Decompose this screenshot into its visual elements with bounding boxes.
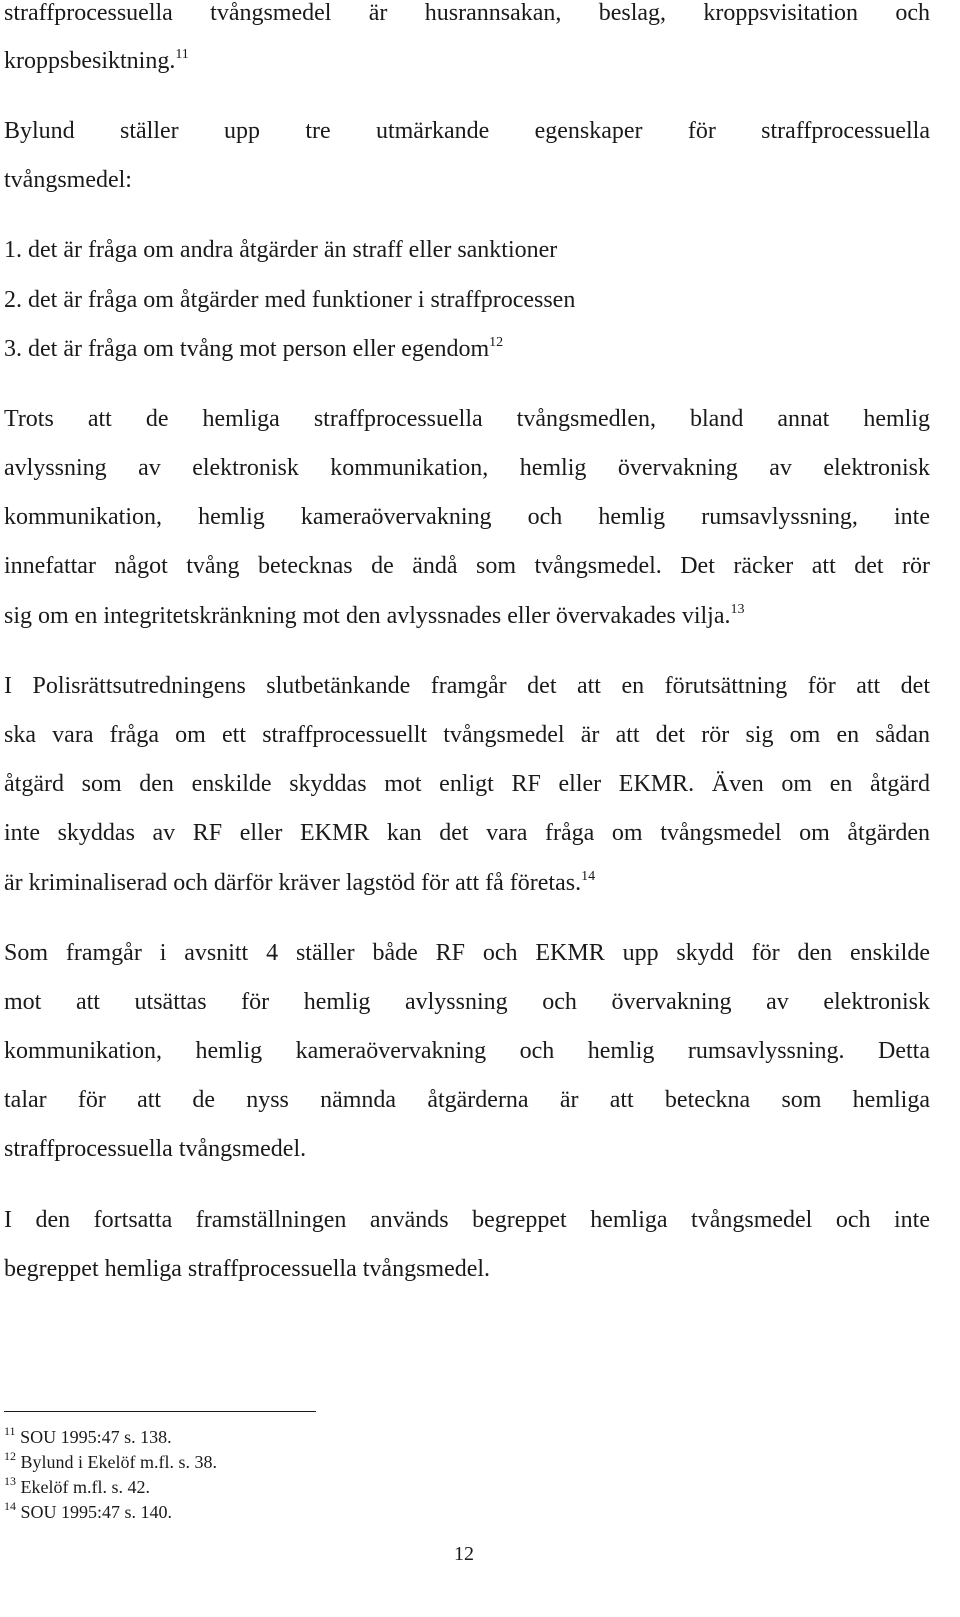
text-line: talar för att de nyss nämnda åtgärderna är att beteckna som hemliga — [4, 1087, 930, 1113]
list-item: 1. det är fråga om andra åtgärder än straff eller sanktioner — [4, 237, 558, 263]
text-line: straffprocessuella tvångsmedel. — [4, 1136, 307, 1162]
text-line: Som framgår i avsnitt 4 ställer både RF och EKMR upp skydd för den enskilde — [4, 940, 930, 966]
list-item: 2. det är fråga om åtgärder med funktioner i straffprocessen — [4, 287, 576, 313]
footnote: $^{12}$ Bylund i Ekelöf m.fl. s. 38. — [4, 1449, 217, 1472]
text-line: ska vara fråga om ett straffprocessuellt tvångsmedel är att det rör sig om en sådan — [4, 722, 930, 748]
footnote-number: 11 — [4, 1424, 16, 1438]
text-line: I den fortsatta framställningen används begreppet hemliga tvångsmedel och inte — [4, 1207, 930, 1233]
text-line: åtgärd som den enskilde skyddas mot enligt RF eller EKMR. Även om en åtgärd — [4, 771, 930, 797]
page-number: 12 — [454, 1543, 474, 1565]
text-line: inte skyddas av RF eller EKMR kan det vara fråga om tvångsmedel om åtgärden — [4, 820, 930, 846]
text-line: begreppet hemliga straffprocessuella tvångsmedel. — [4, 1256, 491, 1282]
footnote-number: 12 — [4, 1449, 16, 1463]
text-line: tvångsmedel: — [4, 167, 132, 193]
text-line: innefattar något tvång betecknas de ändå som tvångsmedel. Det räcker att det rör — [4, 553, 930, 579]
text-line: kommunikation, hemlig kameraövervakning och hemlig rumsavlyssning. Detta — [4, 1038, 930, 1064]
footnote-ref: 11 — [175, 47, 189, 62]
text-line: Bylund ställer upp tre utmärkande egenskaper för straffprocessuella — [4, 118, 930, 144]
text-line: är kriminaliserad och därför kräver lagstöd för att få företas.$^{14}$ — [4, 869, 596, 896]
footnote-number: 13 — [4, 1474, 16, 1488]
footnote-separator — [4, 1411, 316, 1412]
text-line: Trots att de hemliga straffprocessuella tvångsmedlen, bland annat hemlig — [4, 406, 930, 432]
text-line: sig om en integritetskränkning mot den avlyssnades eller övervakades vilja.$^{13}$ — [4, 602, 745, 629]
footnote-number: 14 — [4, 1499, 16, 1513]
footnote-ref: 14 — [581, 869, 596, 884]
text-line: kommunikation, hemlig kameraövervakning och hemlig rumsavlyssning, inte — [4, 504, 930, 530]
footnote-ref: 12 — [489, 335, 504, 350]
list-item: 3. det är fråga om tvång mot person eller egendom$^{12}$ — [4, 335, 504, 362]
text-line: kroppsbesiktning.$^{11}$ — [4, 47, 189, 74]
footnote: $^{11}$ SOU 1995:47 s. 138. — [4, 1424, 172, 1447]
text-line: I Polisrättsutredningens slutbetänkande framgår det att en förutsättning för att det — [4, 673, 930, 699]
text-line: mot att utsättas för hemlig avlyssning och övervakning av elektronisk — [4, 989, 930, 1015]
footnote: $^{14}$ SOU 1995:47 s. 140. — [4, 1499, 173, 1522]
text-line: straffprocessuella tvångsmedel är husrannsakan, beslag, kroppsvisitation och — [4, 0, 930, 26]
footnote-ref: 13 — [730, 602, 745, 617]
text-line: avlyssning av elektronisk kommunikation, hemlig övervakning av elektronisk — [4, 455, 930, 481]
footnote: $^{13}$ Ekelöf m.fl. s. 42. — [4, 1474, 150, 1497]
